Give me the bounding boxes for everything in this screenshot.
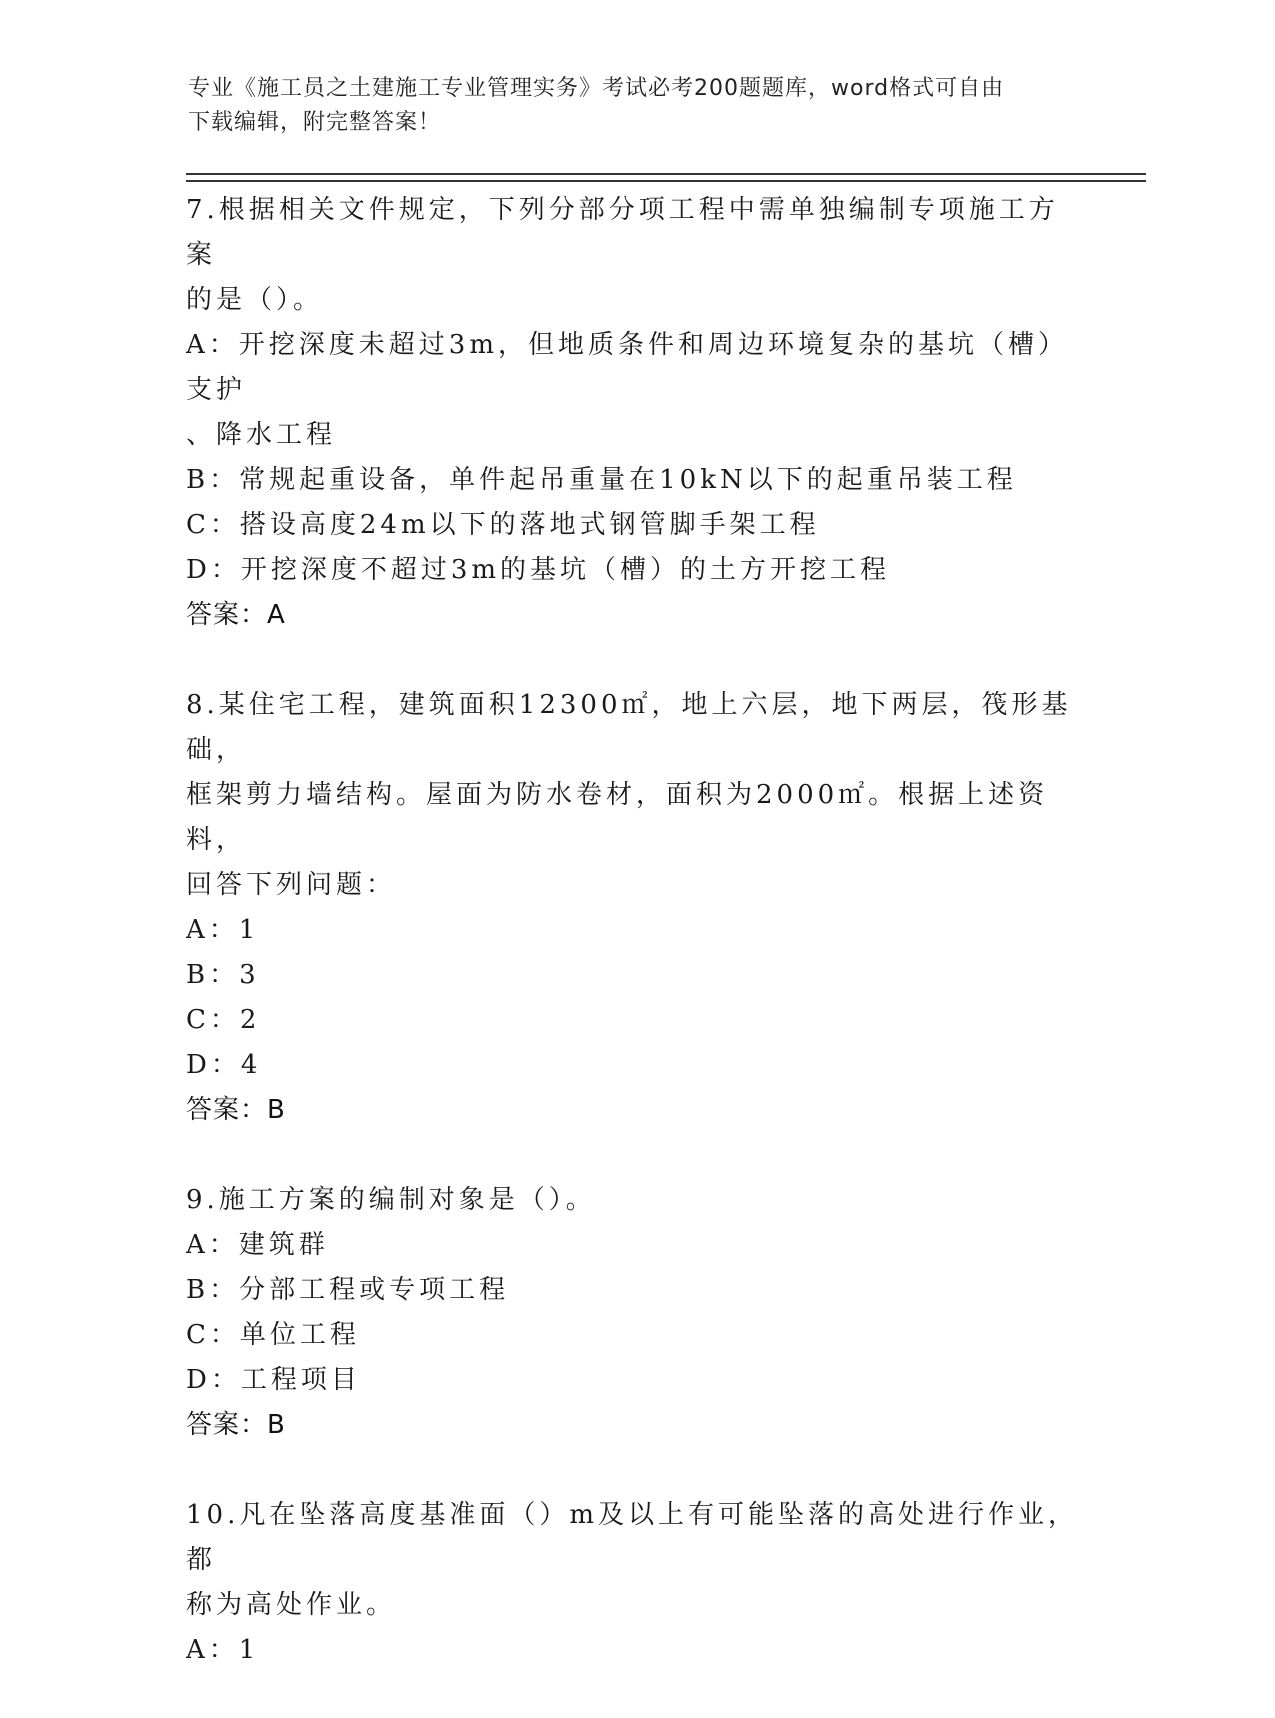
document-header: [188, 72, 1088, 140]
option-a: A：建筑群: [186, 1230, 329, 1260]
option-b: B：常规起重设备，单件起吊重量在10kN以下的起重吊装工程: [186, 465, 1017, 495]
question-stem-line: 7.根据相关文件规定，下列分部分项工程中需单独编制专项施工方案: [186, 195, 1059, 270]
option-c: C：搭设高度24m以下的落地式钢管脚手架工程: [186, 510, 820, 540]
question-9: [186, 1178, 1086, 1448]
header-line-1: 专业《施工员之土建施工专业管理实务》考试必考200题题库，word格式可自由: [188, 76, 1005, 101]
option-a-line-1: A：开挖深度未超过3m，但地质条件和周边环境复杂的基坑（槽）支护: [186, 330, 1068, 405]
question-stem-line: 称为高处作业。: [186, 1590, 397, 1620]
question-stem-line: 框架剪力墙结构。屋面为防水卷材，面积为2000㎡。根据上述资料，: [186, 780, 1049, 855]
question-8: [186, 683, 1086, 1133]
option-a: A：1: [186, 1635, 260, 1665]
option-d: D：4: [186, 1050, 262, 1080]
answer-label: 答案：B: [186, 1095, 286, 1125]
option-c: C：单位工程: [186, 1320, 360, 1350]
header-divider-bottom: [186, 180, 1146, 182]
question-10: [186, 1493, 1086, 1673]
option-d: D：开挖深度不超过3m的基坑（槽）的土方开挖工程: [186, 555, 891, 585]
question-stem-line: 的是（）。: [186, 285, 324, 315]
answer-label: 答案：B: [186, 1410, 286, 1440]
option-b: B：分部工程或专项工程: [186, 1275, 510, 1305]
header-divider-top: [186, 173, 1146, 175]
header-line-2: 下载编辑，附完整答案！: [188, 110, 442, 135]
answer-label: 答案：A: [186, 600, 286, 630]
question-stem-line: 回答下列问题：: [186, 870, 397, 900]
question-stem-line: 8.某住宅工程，建筑面积12300㎡，地上六层，地下两层，筏形基础，: [186, 690, 1072, 765]
option-b: B：3: [186, 960, 260, 990]
option-a-line-2: 、降水工程: [186, 420, 337, 450]
question-stem-line: 9.施工方案的编制对象是（）。: [186, 1185, 596, 1215]
option-c: C：2: [186, 1005, 261, 1035]
question-list: [186, 188, 1086, 1718]
question-7: [186, 188, 1086, 638]
question-stem-line: 10.凡在坠落高度基准面（）m及以上有可能坠落的高处进行作业，都: [186, 1500, 1079, 1575]
option-d: D：工程项目: [186, 1365, 361, 1395]
option-a: [186, 323, 1086, 458]
option-a: A：1: [186, 915, 260, 945]
